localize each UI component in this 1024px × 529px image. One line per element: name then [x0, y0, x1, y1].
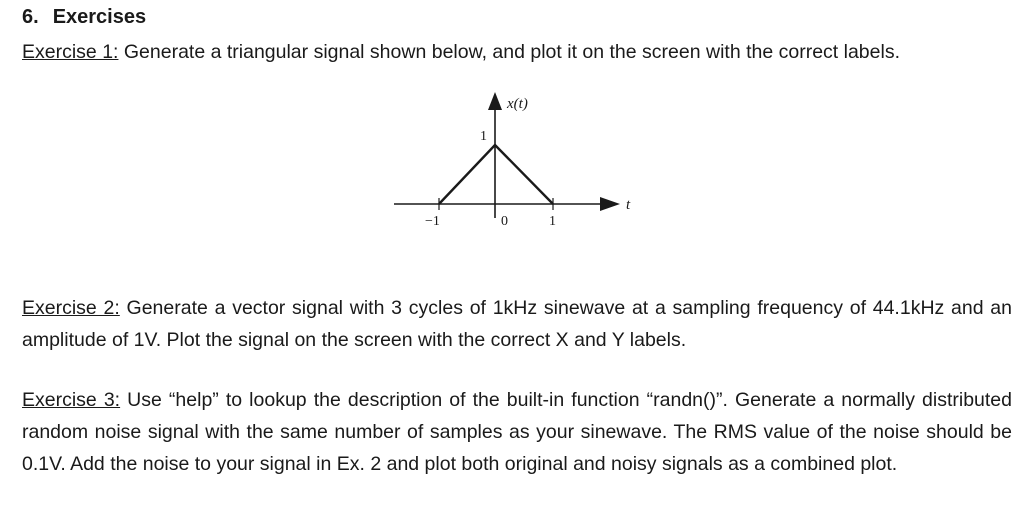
exercise-2-label: Exercise 2: [22, 297, 120, 319]
triangle-signal-line [439, 145, 553, 204]
amplitude-axis-arrowhead [488, 92, 502, 110]
section-number: 6. [22, 6, 39, 28]
section-title: Exercises [52, 6, 147, 28]
tick-label-minus-one: −1 [425, 214, 440, 229]
time-axis-arrowhead [600, 197, 620, 211]
exercise-1-paragraph [22, 36, 1012, 68]
x-axis-label: t [626, 197, 631, 213]
exercise-2-text: Generate a vector signal with 3 cycles of 1kHz sinewave at a sampling frequency of 44.1kHz and an amplitude of 1V. Plot the signal on the screen with the correct X and Y labels. [22, 297, 1012, 351]
triangle-signal-figure [380, 88, 650, 236]
exercise-3-label: Exercise 3: [22, 389, 121, 411]
exercise-1-text: Generate a triangular signal shown below, and plot it on the screen with the correct labels. [118, 41, 900, 63]
peak-value-label: 1 [480, 129, 487, 144]
triangle-signal-plot [380, 88, 650, 236]
exercise-2-paragraph [22, 292, 1012, 356]
tick-label-zero: 0 [501, 214, 508, 229]
exercise-3-paragraph [22, 384, 1012, 480]
exercise-3-text: Use “help” to lookup the description of the built-in function “randn()”. Generate a normally distributed random noise signal with the same number of samples as your sinewave. The RMS value of the noise should be 0.1V. Add the noise to your signal in Ex. 2 and plot both original and noisy signals as a combined plot. [22, 389, 1012, 475]
exercise-1-label: Exercise 1: [22, 41, 119, 63]
tick-label-one: 1 [549, 214, 556, 229]
y-axis-label: x(t) [507, 96, 528, 112]
section-heading [22, 6, 146, 29]
